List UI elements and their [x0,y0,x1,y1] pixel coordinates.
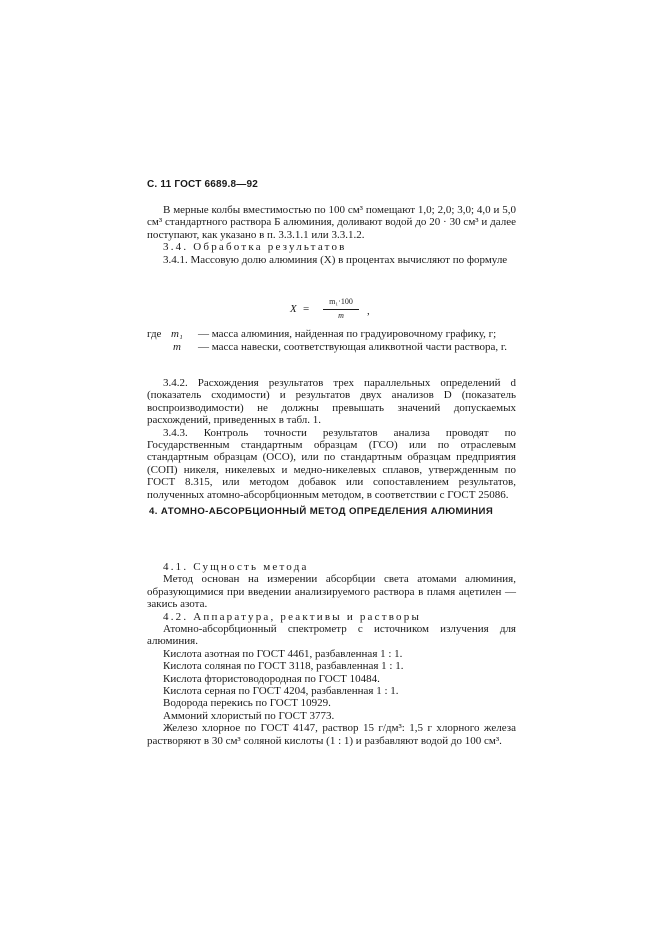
mass-fraction-formula [290,297,450,323]
section-4-1-text: Метод основан на измерении абсорбции света атомами алюминия, образующимися при введении анализируемого раствора в пламя ацетилен — закись азота. [147,573,516,611]
intro-block [147,204,516,266]
page-header: С. 11 ГОСТ 6689.8—92 [147,179,259,190]
list-item: Железо хлорное по ГОСТ 4147, раствор 15 г/дм³: 1,5 г хлорного железа растворяют в 30 см³ соляной кислоты (1 : 1) и разбавляют водой до 100 см³. [147,722,516,747]
section-3-4-title: 3.4. Обработка результатов [163,241,347,254]
formula-numerator: m₁·100 [329,297,353,306]
legend-prefix: где [147,328,162,340]
list-item: Кислота азотная по ГОСТ 4461, разбавленная 1 : 1. [163,647,403,660]
legend-text: — масса алюминия, найденная по градуировочному графику, г; [198,328,497,340]
legend-symbol: m₁ [171,328,183,340]
intro-paragraph: В мерные колбы вместимостью по 100 см³ помещают 1,0; 2,0; 3,0; 4,0 и 5,0 см³ стандартного раствора Б алюминия, доливают водой до 20 · 30 см³ и далее поступают, как указано в п. 3.3.1.1 или 3.3.1.2. [147,204,516,241]
list-item: Кислота соляная по ГОСТ 3118, разбавленная 1 : 1. [163,660,404,673]
formula-legend [147,328,516,354]
section-3-4-2: 3.4.2. Расхождения результатов трех параллельных определений d (показатель сходимости) и результатов двух анализов D (показатель воспроизводимости) не должны превышать значений допускаемых расхождений, приведенных в табл. 1. [147,377,516,427]
legend-text: — масса навески, соответствующая аликвотной части раствора, г. [198,341,507,354]
fraction-bar [323,309,359,310]
section-4-1-title: 4.1. Сущность метода [163,561,309,573]
section-4-2-title: 4.2. Аппаратура, реактивы и растворы [163,610,422,623]
formula-equals: = [303,303,310,315]
section-3-4-3: 3.4.3. Контроль точности результатов анализа проводят по Государственным стандартным образцам (ГСО) или по отраслевым стандартным образцам (ОСО), или по стандартным образцам предприятия (СОП) никеля, никелевых и медно-никелевых сплавов, утвержденным по ГОСТ 8.315, или методом добавок или сопоставлением результатов, полученных атомно-абсорбционным методом, в соответствии с ГОСТ 25086. [147,426,516,501]
list-item: Атомно-абсорбционный спектрометр с источником излучения для алюминия. [147,623,516,648]
section-4-block [147,561,516,747]
list-item: Кислота фтористоводородная по ГОСТ 10484. [163,672,380,685]
list-item: Водорода перекись по ГОСТ 10929. [163,697,331,710]
list-item: Кислота серная по ГОСТ 4204, разбавленная 1 : 1. [163,685,399,698]
results-block [147,377,516,501]
section-3-4-1: 3.4.1. Массовую долю алюминия (X) в процентах вычисляют по формуле [163,253,508,266]
formula-denominator: m [338,311,344,320]
legend-symbol: m [173,341,181,354]
legend-row [147,328,516,340]
formula-comma: , [367,305,370,317]
legend-row [147,341,516,353]
formula-lhs: X [290,303,297,315]
list-item: Аммоний хлористый по ГОСТ 3773. [163,709,335,722]
section-4-title: 4. АТОМНО-АБСОРБЦИОННЫЙ МЕТОД ОПРЕДЕЛЕНИЯ АЛЮМИНИЯ [149,506,494,517]
